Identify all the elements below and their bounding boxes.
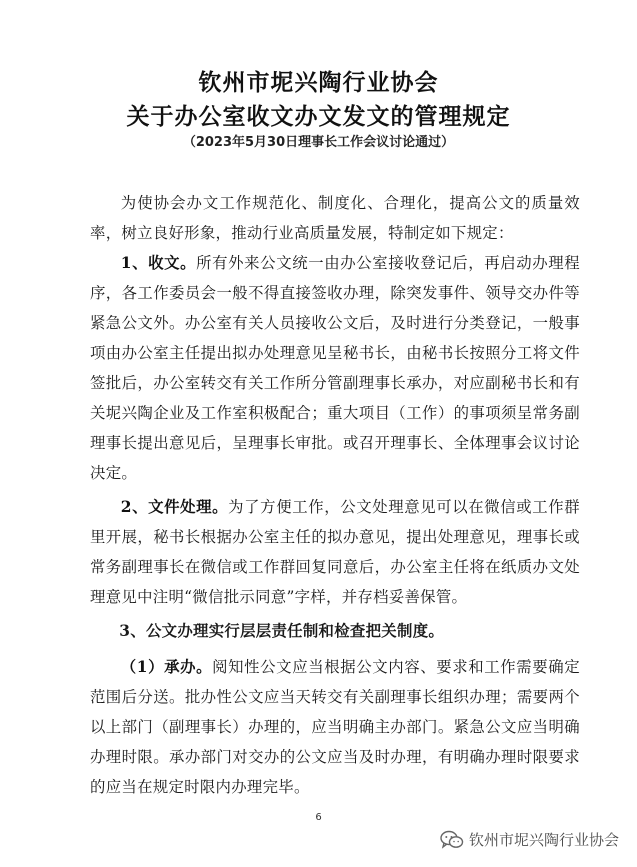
subsection-1-heading: （1）承办。 [120,658,213,676]
document-title-line1: 钦州市坭兴陶行业协会 [198,70,439,96]
section-2-heading: 2、文件处理。 [120,498,229,516]
watermark-text: 钦州市坭兴陶行业协会 [468,831,619,849]
document-body [90,188,580,802]
section-1-text: 所有外来公文统一由办公室接收登记后，再启动办理程序，各工作委员会一般不得直接签收办理，除突发事件、领导交办件等紧急公文外。办公室有关人员接收公文后，及时进行分类登记，一般事项由办公室主任提出拟办处理意见呈秘书长，由秘书长按照分工将文件签批后，办公室转交有关工作所分管副理事长承办，对应副秘书长和有关坭兴陶企业及工作室积极配合；重大项目（工作）的事项须呈常务副理事长提出意见后，呈理事长审批。或召开理事长、全体理事会议讨论决定。 [90,254,580,482]
document-title-line2: 关于办公室收文办文发文的管理规定 [126,104,511,130]
subsection-1-text: 阅知性公文应当根据公文内容、要求和工作需要确定范围后分送。批办性公文应当天转交有关副理事长组织办理；需要两个以上部门（副理事长）办理的，应当明确主办部门。紧急公文应当明确办理时限。承办部门对交办的公文应当及时办理，有明确办理时限要求的应当在规定时限内办理完毕。 [90,658,580,796]
wechat-watermark [440,829,619,850]
section-1-heading: 1、收文。 [120,254,197,272]
section-1-paragraph [90,248,580,488]
document-subtitle: （2023年5月30日理事长工作会议讨论通过） [182,135,455,150]
section-2-text: 为了方便工作，公文处理意见可以在微信或工作群里开展，秘书长根据办公室主任的拟办意见，提出处理意见，理事长或常务副理事长在微信或工作群回复同意后，办公室主任将在纸质办文处理意见中注明“微信批示同意”字样，并存档妥善保管。 [90,498,580,606]
section-2-paragraph [90,492,580,612]
page-number: 6 [315,812,322,823]
wechat-icon [440,830,464,850]
subsection-1-paragraph [90,652,580,802]
section-3-heading: 3、公文办理实行层层责任制和检查把关制度。 [119,622,445,640]
intro-paragraph: 为使协会办文工作规范化、制度化、合理化，提高公文的质量效率，树立良好形象，推动行业高质量发展，特制定如下规定： [90,194,580,242]
